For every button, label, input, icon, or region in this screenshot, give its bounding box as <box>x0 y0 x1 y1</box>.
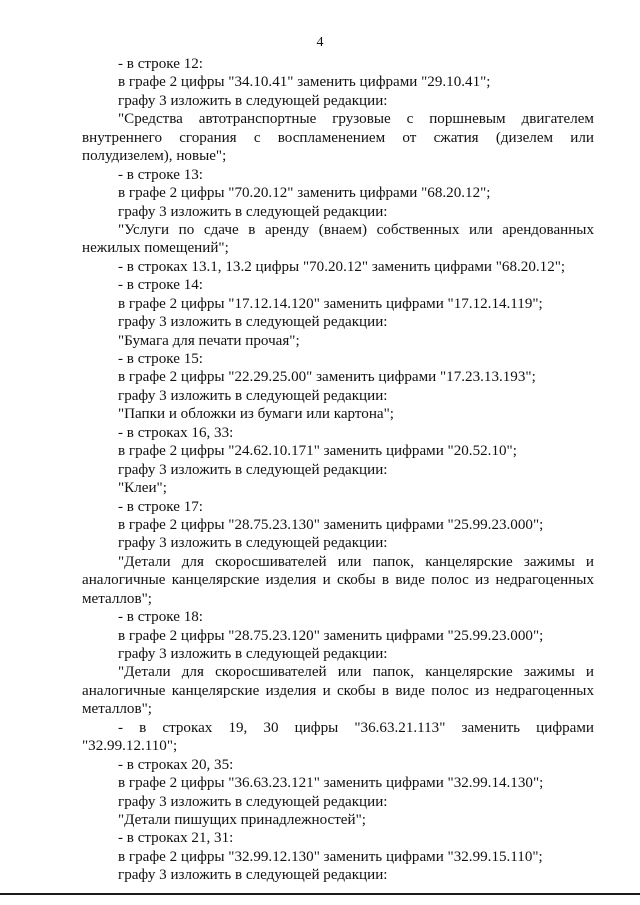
text-line: графу 3 изложить в следующей редакции: <box>118 92 388 109</box>
text-line: "Услуги по сдаче в аренду (внаем) собственных или арендованных <box>118 221 594 238</box>
text-line: "Детали пишущих принадлежностей"; <box>118 811 366 828</box>
text-line: - в строках 16, 33: <box>118 424 234 441</box>
text-line: "Детали для скоросшивателей или папок, канцелярские зажимы и <box>118 553 594 570</box>
text-line: "Бумага для печати прочая"; <box>118 332 300 349</box>
text-line: в графе 2 цифры "70.20.12" заменить цифрами "68.20.12"; <box>118 185 491 202</box>
text-line: в графе 2 цифры "28.75.23.120" заменить цифрами "25.99.23.000"; <box>118 627 544 644</box>
text-line: - в строке 13: <box>118 166 203 183</box>
text-line: нежилых помещений"; <box>82 240 229 257</box>
text-line: графу 3 изложить в следующей редакции: <box>118 646 388 662</box>
text-line: "Средства автотранспортные грузовые с поршневым двигателем <box>118 111 594 128</box>
text-line: аналогичные канцелярские изделия и скобы в виде полос из недрагоценных <box>82 682 594 699</box>
text-line: в графе 2 цифры "32.99.12.130" заменить цифрами "32.99.15.110"; <box>118 848 543 865</box>
text-line: - в строке 12: <box>118 56 203 72</box>
text-line: в графе 2 цифры "17.12.14.120" заменить цифрами "17.12.14.119"; <box>118 295 543 312</box>
text-line: в графе 2 цифры "34.10.41" заменить цифрами "29.10.41"; <box>118 74 491 91</box>
text-line: аналогичные канцелярские изделия и скобы в виде полос из недрагоценных <box>82 572 594 589</box>
text-line: графу 3 изложить в следующей редакции: <box>118 867 388 884</box>
text-line: металлов"; <box>82 701 152 718</box>
text-line: графу 3 изложить в следующей редакции: <box>118 535 388 552</box>
text-line: полудизелем), новые"; <box>82 148 227 165</box>
text-line: в графе 2 цифры "28.75.23.130" заменить цифрами "25.99.23.000"; <box>118 516 544 533</box>
text-line: - в строках 19, 30 цифры "36.63.21.113" заменить цифрами <box>118 719 594 736</box>
text-line: - в строке 14: <box>118 277 203 294</box>
text-line: графу 3 изложить в следующей редакции: <box>118 461 388 478</box>
text-line: - в строке 18: <box>118 609 203 626</box>
text-line: внутреннего сгорания с воспламенением от сжатия (дизелем или <box>82 129 594 146</box>
text-line: - в строках 21, 31: <box>118 830 234 847</box>
page-number: 4 <box>316 35 324 50</box>
document-body <box>82 55 594 885</box>
text-line: металлов"; <box>82 590 152 607</box>
text-line: "Папки и обложки из бумаги или картона"; <box>118 406 394 423</box>
text-line: графу 3 изложить в следующей редакции: <box>118 793 388 810</box>
text-line: в графе 2 цифры "24.62.10.171" заменить цифрами "20.52.10"; <box>118 443 517 460</box>
text-line: "32.99.12.110"; <box>82 738 178 755</box>
text-line: графу 3 изложить в следующей редакции: <box>118 203 388 220</box>
text-line: графу 3 изложить в следующей редакции: <box>118 314 388 331</box>
text-line: - в строке 17: <box>118 498 203 515</box>
text-line: - в строках 20, 35: <box>118 756 234 773</box>
text-line: в графе 2 цифры "22.29.25.00" заменить цифрами "17.23.13.193"; <box>118 369 536 386</box>
text-line: "Детали для скоросшивателей или папок, канцелярские зажимы и <box>118 664 594 681</box>
text-line: "Клеи"; <box>118 480 167 497</box>
text-line: - в строках 13.1, 13.2 цифры "70.20.12" заменить цифрами "68.20.12"; <box>118 258 566 275</box>
bottom-rule <box>0 893 640 895</box>
text-line: - в строке 15: <box>118 351 203 367</box>
text-line: графу 3 изложить в следующей редакции: <box>118 387 388 404</box>
text-line: в графе 2 цифры "36.63.23.121" заменить цифрами "32.99.14.130"; <box>118 775 544 792</box>
